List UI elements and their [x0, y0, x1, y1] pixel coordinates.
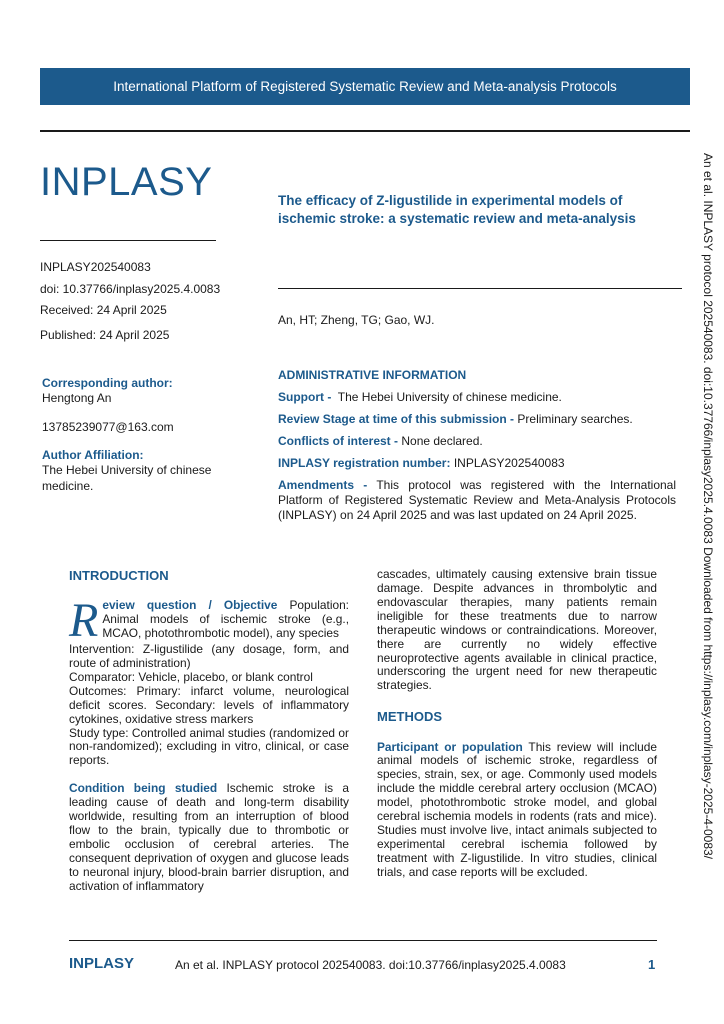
footer-citation: An et al. INPLASY protocol 202540083. doi:10.37766/inplasy2025.4.0083 [175, 958, 566, 972]
admin-heading: ADMINISTRATIVE INFORMATION [278, 368, 467, 382]
condition-paragraph [69, 782, 349, 893]
participants-text: This review will include animal models of ischemic stroke, regardless of species, strain, sex, or age. Commonly used models include the middle cerebral artery occlusion (MCAO) model, photothrombotic stroke model, and global cerebral ischemia models in rodents (rats and mice). Studies must involve live, intact animals subjected to experimental cerebral ischemia followed by treatment with Z-ligustilide. In vitro studies, clinical trials, and case reports will be excluded. [377, 739, 657, 879]
top-rule [40, 130, 690, 132]
corresponding-author-email: 13785239077@163.com [42, 420, 174, 434]
drop-cap: R [69, 594, 99, 648]
paper-title: The efficacy of Z-ligustilide in experimental models of ischemic stroke: a systematic review and meta-analysis [278, 193, 636, 227]
support-line [278, 390, 676, 405]
condition-continuation: cascades, ultimately causing extensive brain tissue damage. Despite advances in thrombolytic and endovascular therapies, many patients remain ineligible for these treatments due to narrow therapeutic windows or contraindications. Moreover, there are currently no widely effective neuroprotective agents available in clinical practice, underscoring the urgent need for new therapeutic strategies. [377, 567, 657, 693]
review-stage-value: Preliminary searches. [514, 412, 633, 426]
published-date: Published: 24 April 2025 [40, 328, 170, 342]
amendments-value: This protocol was registered with the International Platform of Registered Systematic Review and Meta-Analysis Protocols (INPLASY) on 24 April 2025 and was last updated on 24 April 2025. [278, 478, 676, 522]
condition-text: Ischemic stroke is a leading cause of death and long-term disability worldwide, resulting from an interruption of blood flow to the brain, typically due to thrombotic or embolic occlusion of cerebral arteries. The consequent deprivation of oxygen and glucose leads to neuronal injury, blood-brain barrier disruption, and activation of inflammatory [69, 781, 349, 893]
protocol-id: INPLASY202540083 [40, 260, 151, 274]
author-affiliation-text: The Hebei University of chinese medicine. [42, 463, 212, 493]
footer-rule [69, 940, 657, 941]
received-date: Received: 24 April 2025 [40, 303, 167, 317]
corresponding-author-heading: Corresponding author: [42, 376, 173, 390]
review-stage-label: Review Stage at time of this submission - [278, 412, 515, 426]
column-right [377, 568, 657, 880]
banner-text: International Platform of Registered Systematic Review and Meta-analysis Protocols [113, 79, 617, 94]
condition-label: Condition being studied [69, 781, 218, 796]
outcomes-text: Outcomes: Primary: infarct volume, neurological deficit scores. Secondary: levels of inflammatory cytokines, oxidative stress markers [69, 683, 349, 726]
study-type-text: Study type: Controlled animal studies (randomized or non-randomized); excluding in vitro, clinical, or case reports. [69, 725, 349, 768]
participants-label: Participant or population [377, 739, 523, 754]
support-label: Support - [278, 390, 332, 404]
header-banner [40, 68, 690, 105]
conflicts-line [278, 434, 676, 449]
conflicts-value: None declared. [398, 434, 483, 448]
amendments-line [278, 478, 676, 523]
logo-rule [40, 240, 216, 241]
registration-value: INPLASY202540083 [450, 456, 565, 470]
conflicts-label: Conflicts of interest - [278, 434, 399, 448]
support-value: The Hebei University of chinese medicine. [331, 390, 562, 404]
participants-paragraph [377, 741, 657, 880]
intervention-text: Intervention: Z-ligustilide (any dosage, form, and route of administration) [69, 641, 349, 670]
title-rule [278, 288, 682, 289]
introduction-heading: INTRODUCTION [69, 568, 169, 583]
registration-line [278, 456, 676, 471]
corresponding-author-name: Hengtong An [42, 391, 112, 405]
review-stage-line [278, 412, 676, 427]
side-citation: An et al. INPLASY protocol 202540083. doi:10.37766/inplasy2025.4.0083 Downloaded from https://inplasy.com/inplasy-2025-4-0083/ [701, 153, 715, 860]
administrative-information [278, 368, 676, 530]
inplasy-logo: INPLASY [40, 160, 213, 204]
review-question-paragraph [69, 594, 349, 648]
author-affiliation-heading: Author Affiliation: [42, 448, 144, 462]
column-left [69, 568, 349, 894]
doi: doi: 10.37766/inplasy2025.4.0083 [40, 282, 221, 296]
methods-heading: METHODS [377, 709, 442, 725]
registration-label: INPLASY registration number: [278, 456, 451, 470]
comparator-text: Comparator: Vehicle, placebo, or blank control [69, 669, 313, 684]
amendments-label: Amendments - [278, 478, 368, 492]
page-number: 1 [648, 957, 656, 972]
review-question-label: eview question / Objective [102, 598, 278, 613]
review-question-text: Population: Animal models of ischemic stroke (e.g., MCAO, photothrombotic model), any species [102, 598, 349, 641]
footer-logo: INPLASY [69, 955, 135, 972]
authors: An, HT; Zheng, TG; Gao, WJ. [278, 313, 435, 327]
